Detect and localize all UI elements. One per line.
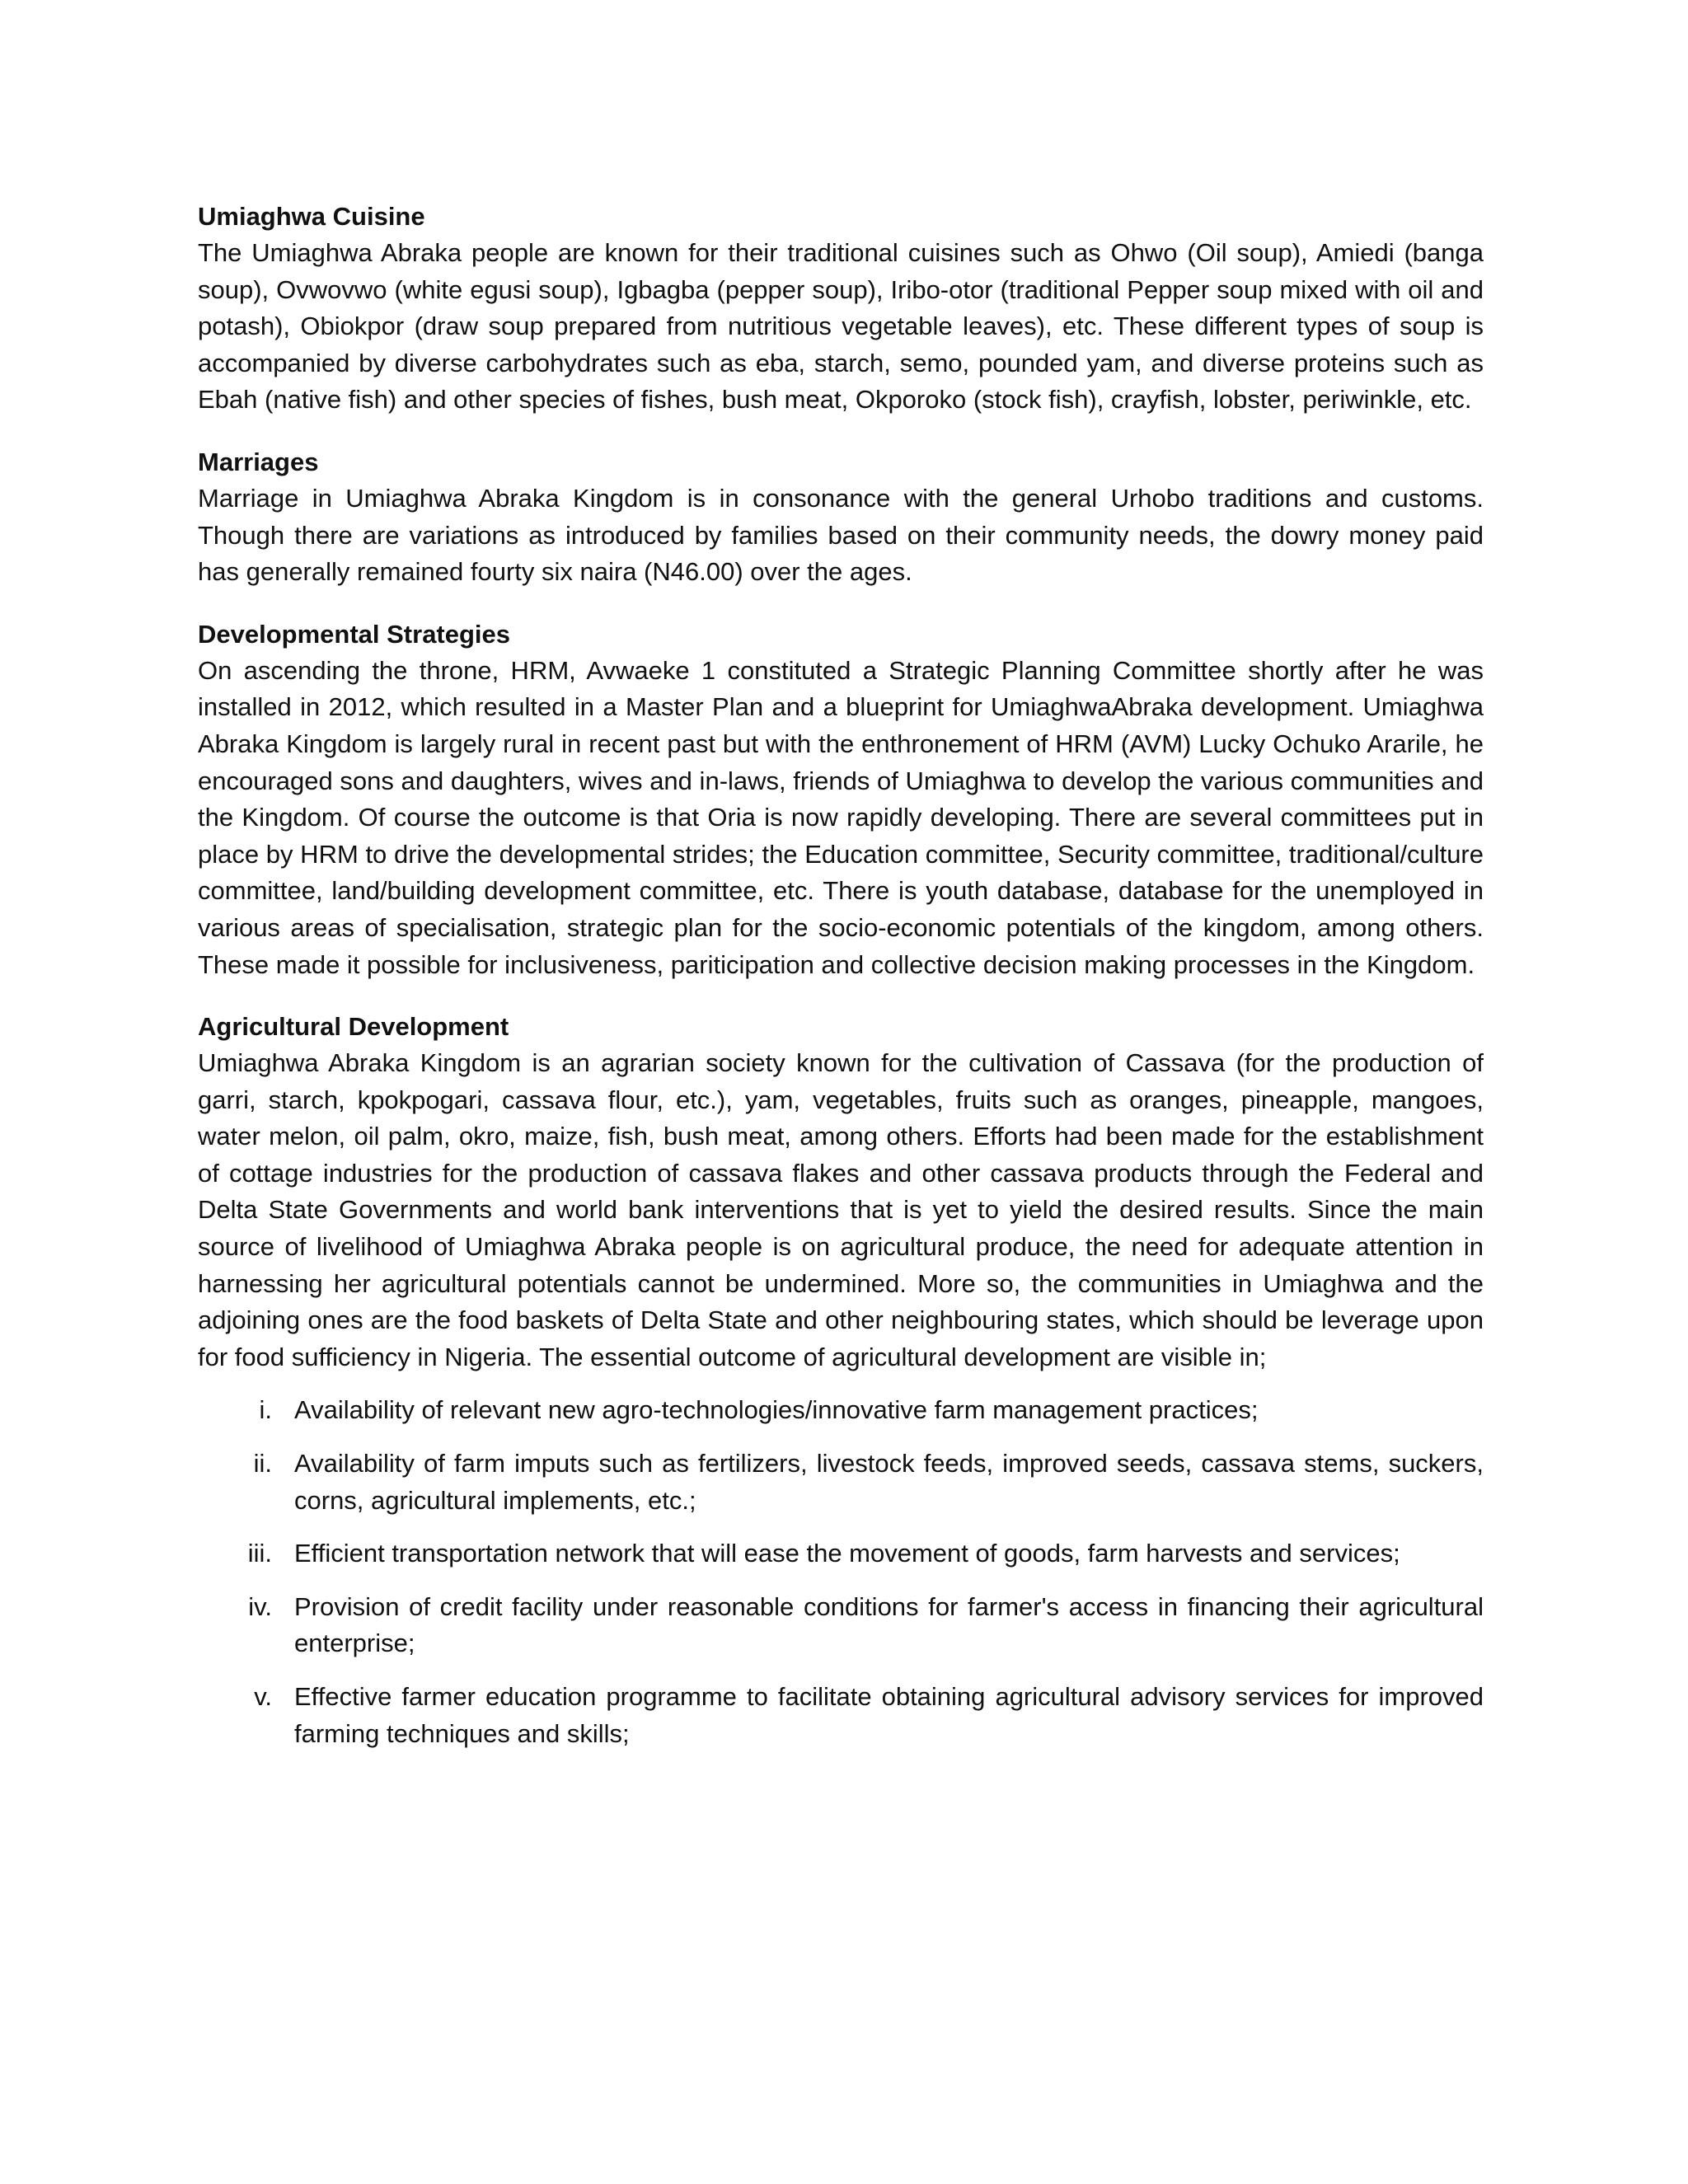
section-developmental-strategies <box>198 616 1484 983</box>
list-item-text: Efficient transportation network that will ease the movement of goods, farm harvests and services; <box>294 1539 1400 1568</box>
list-item <box>198 1446 1484 1519</box>
list-item-number: iv. <box>248 1591 272 1621</box>
section-cuisine <box>198 198 1484 419</box>
section-paragraph: Marriage in Umiaghwa Abraka Kingdom is in consonance with the general Urhobo traditions and customs. Though there are variations as introduced by families based on their community needs, the dowry money paid has generally remained fourty six naira (N46.00) over the ages. <box>198 483 1484 587</box>
section-paragraph: The Umiaghwa Abraka people are known for their traditional cuisines such as Ohwo (Oil soup), Amiedi (banga soup), Ovwovwo (white egusi soup), Igbagba (pepper soup), Iribo-otor (traditional Pepper soup mixed with oil and potash), Obiokpor (draw soup prepared from nutritious vegetable leaves), etc. These different types of soup is accompanied by diverse carbohydrates such as eba, starch, semo, pounded yam, and diverse proteins such as Ebah (native fish) and other species of fishes, bush meat, Okporoko (stock fish), crayfish, lobster, periwinkle, etc. <box>198 238 1484 415</box>
list-item-text: Effective farmer education programme to facilitate obtaining agricultural advisory services for improved farming techniques and skills; <box>294 1682 1484 1748</box>
list-item <box>198 1679 1484 1752</box>
list-item <box>198 1589 1484 1662</box>
section-heading: Umiaghwa Cuisine <box>198 202 425 231</box>
list-item-number: i. <box>259 1395 272 1425</box>
document-page <box>198 198 1484 1777</box>
section-heading: Marriages <box>198 447 319 476</box>
list-item <box>198 1535 1484 1572</box>
section-heading: Agricultural Development <box>198 1012 509 1042</box>
list-item-number: ii. <box>253 1449 272 1479</box>
section-heading: Developmental Strategies <box>198 619 511 649</box>
outcomes-list <box>198 1392 1484 1752</box>
section-paragraph: On ascending the throne, HRM, Avwaeke 1 constituted a Strategic Planning Committee shortly after he was installed in 2012, which resulted in a Master Plan and a blueprint for UmiaghwaAbraka development. Umiaghwa Abraka Kingdom is largely rural in recent past but with the enthronement of HRM (AVM) Lucky Ochuko Ararile, he encouraged sons and daughters, wives and in-laws, friends of Umiaghwa to develop the various communities and the Kingdom. Of course the outcome is that Oria is now rapidly developing. There are several committees put in place by HRM to drive the developmental strides; the Education committee, Security committee, traditional/culture committee, land/building development committee, etc. There is youth database, database for the unemployed in various areas of specialisation, strategic plan for the socio-economic potentials of the kingdom, among others. These made it possible for inclusiveness, pariticipation and collective decision making processes in the Kingdom. <box>198 655 1484 979</box>
list-item <box>198 1392 1484 1429</box>
list-item-text: Availability of relevant new agro-technologies/innovative farm management practices; <box>294 1395 1259 1425</box>
section-paragraph: Umiaghwa Abraka Kingdom is an agrarian society known for the cultivation of Cassava (for the production of garri, starch, kpokpogari, cassava flour, etc.), yam, vegetables, fruits such as oranges, pineapple, mangoes, water melon, oil palm, okro, maize, fish, bush meat, among others. Efforts had been made for the establishment of cottage industries for the production of cassava flakes and other cassava products through the Federal and Delta State Governments and world bank interventions that is yet to yield the desired results. Since the main source of livelihood of Umiaghwa Abraka people is on agricultural produce, the need for adequate attention in harnessing her agricultural potentials cannot be undermined. More so, the communities in Umiaghwa and the adjoining ones are the food baskets of Delta State and other neighbouring states, which should be leverage upon for food sufficiency in Nigeria. The essential outcome of agricultural development are visible in; <box>198 1048 1484 1371</box>
list-item-number: iii. <box>247 1539 272 1568</box>
section-marriages <box>198 443 1484 591</box>
list-item-number: v. <box>254 1682 272 1711</box>
list-item-text: Availability of farm imputs such as fertilizers, livestock feeds, improved seeds, cassava stems, suckers, corns, agricultural implements, etc.; <box>294 1449 1484 1515</box>
section-agricultural-development <box>198 1008 1484 1752</box>
list-item-text: Provision of credit facility under reasonable conditions for farmer's access in financing their agricultural enterprise; <box>294 1591 1484 1658</box>
